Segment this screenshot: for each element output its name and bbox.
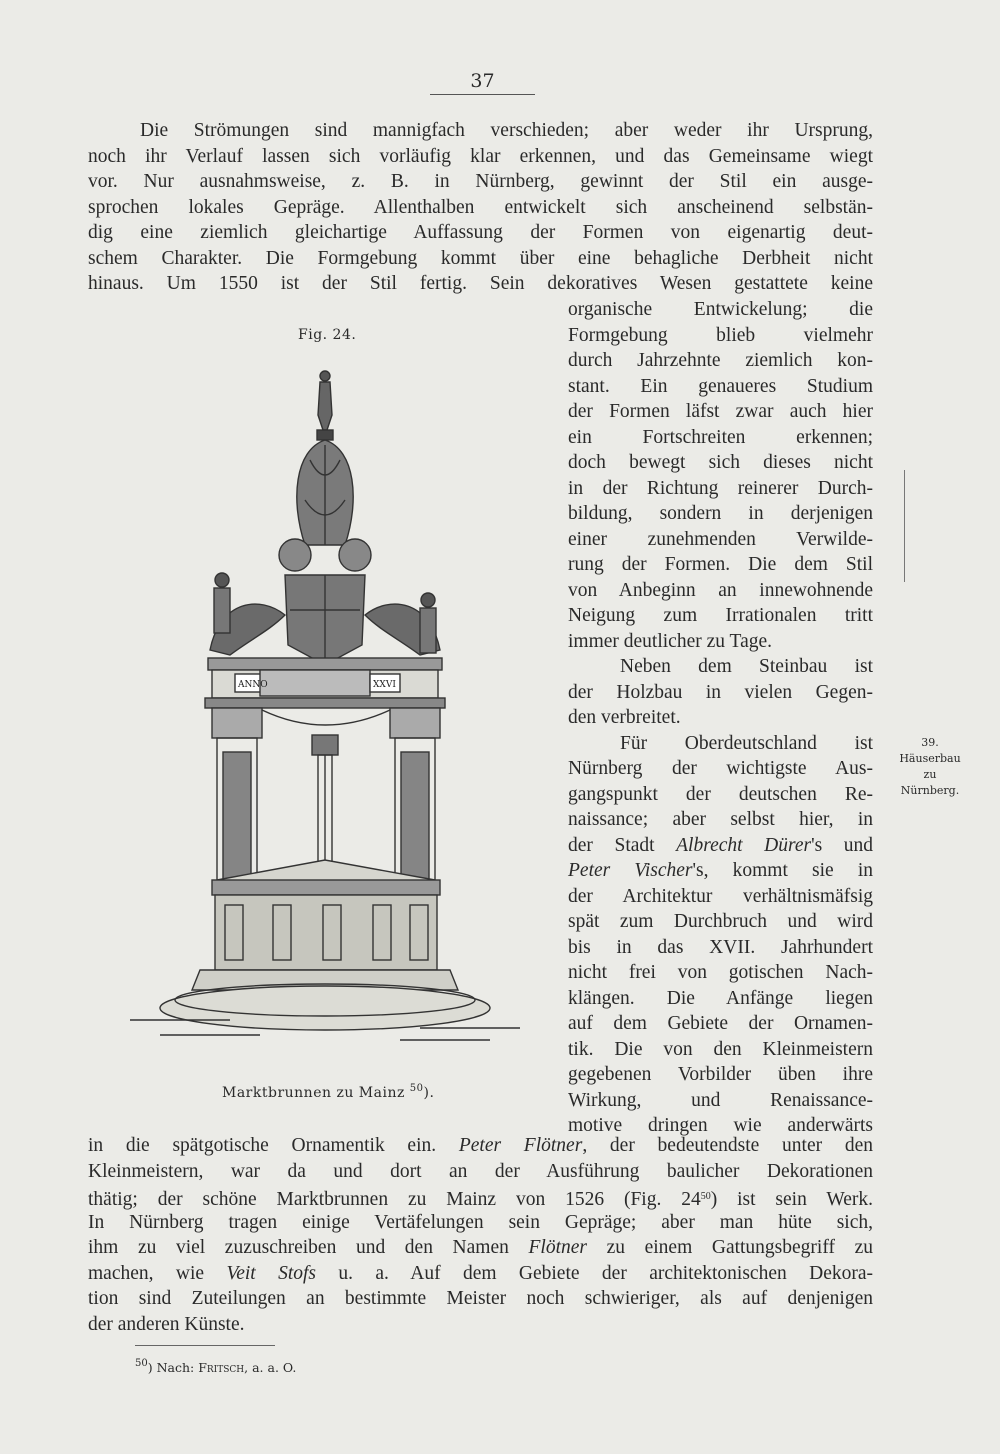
caption-note: 50 [409, 1083, 424, 1094]
text-run: in die spätgotische Ornamentik ein. [88, 1135, 459, 1156]
text-run: , der bedeutendste unter den [582, 1135, 874, 1156]
footnote-text: ) Nach: [147, 1360, 199, 1375]
text-line: Die Strömungen sind mannigfach verschieden; aber weder ihr Ursprung, [140, 120, 873, 141]
text-line: Wirkung, und Renaissance- [568, 1089, 873, 1111]
text-line: Neigung zum Irrationalen tritt [568, 605, 873, 626]
text-line: rung der Formen. Die dem Stil [568, 554, 873, 575]
footnote-number: 50 [135, 1358, 148, 1369]
text-line: bis in das XVII. Jahrhundert [568, 936, 873, 958]
margin-note-number: 39. [921, 736, 939, 749]
text-line: Neben dem Steinbau ist [620, 656, 873, 677]
margin-bar [904, 470, 905, 582]
bottom-paragraph [88, 1133, 873, 1337]
person-name: Albrecht Dürer [676, 834, 812, 856]
text-run: ihm zu viel zuzuschreiben und den Namen [88, 1237, 529, 1258]
text-line: bildung, sondern in derjenigen [568, 503, 873, 524]
text-run: zu einem Gattungsbegriff zu [586, 1237, 873, 1258]
footnote-ref: 50 [700, 1191, 711, 1202]
page-number: 37 [430, 70, 535, 95]
person-name: Flötner [528, 1237, 587, 1258]
text-line [568, 858, 873, 884]
text-line [88, 1261, 873, 1287]
text-run: 's, kommt sie in [692, 860, 873, 881]
text-line: Formgebung blieb vielmehr [568, 324, 873, 346]
text-run: ) ist sein Werk. [710, 1189, 873, 1210]
plaque-right-text: XXVI [373, 680, 396, 690]
fountain-illustration [100, 360, 540, 1070]
text-line: motive dringen wie anderwärts [568, 1115, 873, 1136]
text-line: doch bewegt sich dieses nicht [568, 452, 873, 473]
text-line [88, 1133, 873, 1159]
top-paragraph [88, 118, 873, 297]
person-name: Peter Vischer [568, 860, 693, 881]
footnote [135, 1358, 296, 1375]
text-line [88, 1235, 873, 1261]
text-line [568, 833, 873, 859]
text-line: vor. Nur ausnahmsweise, z. B. in Nürnberg, gewinnt der Stil ein ausge- [88, 171, 873, 192]
text-line: gangspunkt der deutschen Re- [568, 783, 873, 805]
plaque-left-text: ANNO [238, 680, 268, 690]
margin-note-line: zu [923, 768, 937, 781]
text-line: der Formen läfst zwar auch hier [568, 401, 873, 422]
text-line: In Nürnberg tragen einige Vertäfelungen sein Gepräge; aber man hüte sich, [88, 1211, 873, 1233]
text-line: tion sind Zuteilungen an bestimmte Meister noch schwieriger, als auf denjenigen [88, 1288, 873, 1309]
text-line: Kleinmeistern, war da und dort an der Ausführung baulicher Dekorationen [88, 1160, 873, 1182]
text-line: den verbreitet. [568, 707, 681, 728]
text-line: Nürnberg der wichtigste Aus- [568, 758, 873, 779]
footnote-source: Fritsch [198, 1360, 245, 1375]
figure-caption [222, 1083, 434, 1101]
text-run: 's und [811, 834, 873, 856]
text-line: einer zunehmenden Verwilde- [568, 528, 873, 550]
text-line: organische Entwickelung; die [568, 299, 873, 320]
text-line: dig eine ziemlich gleichartige Auffassung der Formen von eigenartig deut- [88, 222, 873, 243]
text-line: ein Fortschreiten erkennen; [568, 426, 873, 448]
text-line: noch ihr Verlauf lassen sich vorläufig klar erkennen, und das Gemeinsame wiegt [88, 145, 873, 167]
right-column-text [568, 297, 873, 1139]
text-line: der Holzbau in vielen Gegen- [568, 681, 873, 703]
text-line: immer deutlicher zu Tage. [568, 630, 773, 652]
text-line: gegebenen Vorbilder üben ihre [568, 1064, 873, 1085]
text-line: der Architektur verhältnismäfsig [568, 885, 873, 907]
person-name: Veit Stofs [226, 1262, 316, 1284]
footnote-rule [135, 1345, 275, 1346]
text-line: schem Charakter. Die Formgebung kommt über eine behagliche Derbheit nicht [88, 247, 873, 269]
text-line: von Anbeginn an innewohnende [568, 579, 873, 601]
text-line: sprochen lokales Gepräge. Allenthalben entwickelt sich anscheinend selbstän- [88, 196, 873, 218]
caption-text: Marktbrunnen zu Mainz [222, 1085, 405, 1101]
footnote-tail: , a. a. O. [244, 1360, 297, 1375]
text-line: stant. Ein genaueres Studium [568, 375, 873, 397]
text-line: Für Oberdeutschland ist [620, 732, 873, 754]
text-line: hinaus. Um 1550 ist der Stil fertig. Sein dekoratives Wesen gestattete keine [88, 273, 873, 294]
text-line: auf dem Gebiete der Ornamen- [568, 1013, 873, 1034]
text-line: klängen. Die Anfänge liegen [568, 987, 873, 1009]
text-line: durch Jahrzehnte ziemlich kon- [568, 350, 873, 371]
caption-tail: ). [423, 1085, 435, 1101]
text-line [88, 1184, 873, 1210]
margin-note-line: Häuserbau [899, 752, 961, 765]
figure-label: Fig. 24. [298, 327, 357, 343]
margin-note-line: Nürnberg. [900, 784, 960, 797]
text-line: naissance; aber selbst hier, in [568, 809, 873, 830]
text-run: der Stadt [568, 834, 677, 856]
text-run: u. a. Auf dem Gebiete der architektonischen Dekora- [316, 1262, 873, 1284]
person-name: Peter Flötner [458, 1135, 583, 1156]
text-run: thätig; der schöne Marktbrunnen zu Mainz von 1526 (Fig. 24 [88, 1189, 701, 1210]
text-line: spät zum Durchbruch und wird [568, 911, 873, 932]
text-line: der anderen Künste. [88, 1313, 245, 1335]
text-line: tik. Die von den Kleinmeistern [568, 1038, 873, 1060]
text-line: nicht frei von gotischen Nach- [568, 962, 873, 983]
text-run: machen, wie [88, 1262, 227, 1284]
margin-note [890, 735, 970, 799]
text-line: in der Richtung reinerer Durch- [568, 477, 873, 499]
